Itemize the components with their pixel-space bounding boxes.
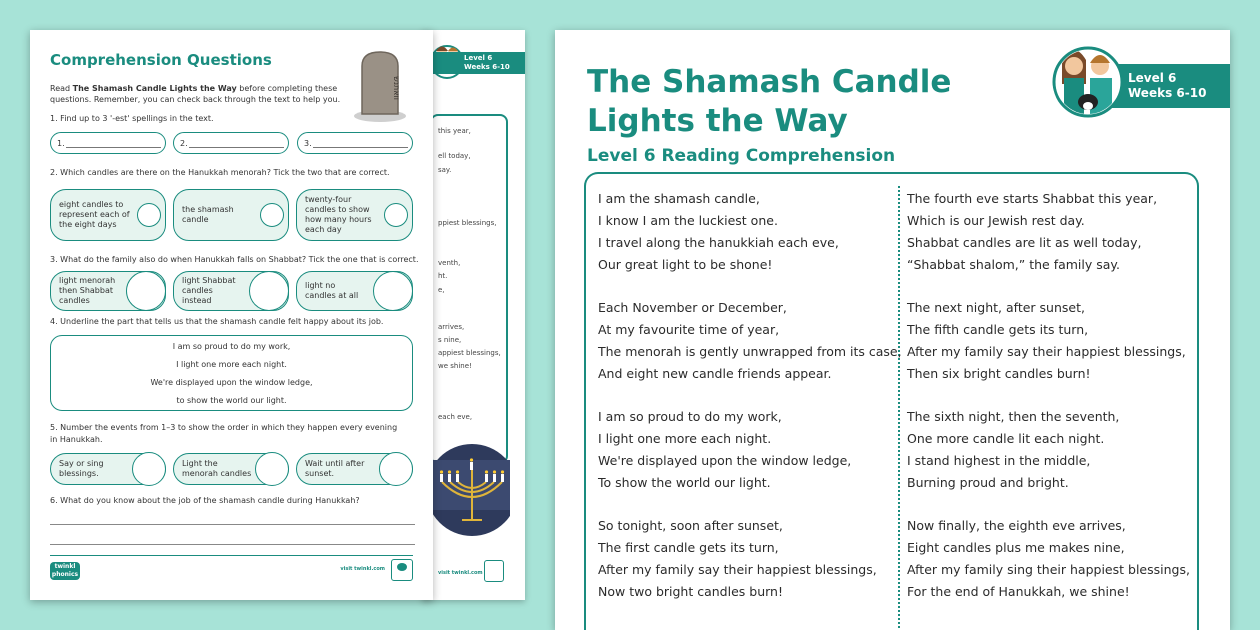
answer-write-line[interactable]	[50, 524, 415, 525]
poem-line: Our great light to be shone!	[598, 257, 773, 272]
page-title	[587, 63, 987, 141]
poem-line: The first candle gets its turn,	[598, 540, 779, 555]
question-5-line2: in Hanukkah.	[50, 435, 103, 444]
poem-line[interactable]: We're displayed upon the window ledge,	[150, 378, 313, 387]
poem-line: So tonight, soon after sunset,	[598, 518, 783, 533]
poem-fragment: ht.	[438, 272, 448, 280]
question-2: 2. Which candles are there on the Hanukkah menorah? Tick the two that are correct.	[50, 168, 390, 177]
reading-comprehension-page	[555, 30, 1230, 630]
q3-option-1[interactable]	[50, 271, 166, 311]
phonics-logo-icon	[391, 559, 413, 581]
left-stanza	[598, 406, 851, 494]
right-stanza	[907, 515, 1190, 603]
footer-visit-link[interactable]: visit twinkl.com	[340, 566, 385, 572]
poem-fragment: say.	[438, 166, 452, 174]
comprehension-worksheet	[30, 30, 433, 600]
right-stanza	[907, 406, 1119, 494]
poem-line: I know I am the luckiest one.	[598, 213, 778, 228]
option-label: twenty-four candles to show how many hours each day	[305, 195, 372, 234]
option-label: Say or sing blessings.	[59, 459, 104, 478]
q3-option-2[interactable]	[173, 271, 289, 311]
poem-line: I am the shamash candle,	[598, 191, 760, 206]
question-3: 3. What do the family also do when Hanukkah falls on Shabbat? Tick the one that is correct.	[50, 255, 419, 264]
q5-option-1[interactable]	[50, 453, 166, 485]
poem-fragment: we shine!	[438, 362, 472, 370]
poem-fragment: e,	[438, 286, 445, 294]
option-label: eight candles to represent each of the eight days	[59, 200, 130, 229]
footer-visit-link[interactable]: visit twinkl.com	[438, 570, 483, 576]
q5-option-2[interactable]	[173, 453, 289, 485]
poem-fragment: each eve,	[438, 413, 473, 421]
poem-fragment: arrives,	[438, 323, 465, 331]
poem-line: The sixth night, then the seventh,	[907, 409, 1120, 424]
stone-tablet-icon	[352, 48, 408, 124]
answer-box-3[interactable]	[297, 132, 413, 154]
poem-line: After my family say their happiest blessings,	[907, 344, 1186, 359]
option-label: light menorah then Shabbat candles	[59, 276, 116, 305]
tick-circle[interactable]	[137, 203, 161, 227]
poem-line: I am so proud to do my work,	[598, 409, 782, 424]
worksheet-footer	[50, 555, 413, 583]
q4-poem-box[interactable]	[50, 335, 413, 411]
poem-line: After my family say their happiest blessings,	[598, 562, 877, 577]
number-circle[interactable]	[379, 452, 413, 486]
tablet-hebrew-text: וואתנש	[392, 76, 401, 100]
question-4: 4. Underline the part that tells us that the shamash candle felt happy about its job.	[50, 317, 384, 326]
poem-line: And eight new candle friends appear.	[598, 366, 832, 381]
poem-line: For the end of Hanukkah, we shine!	[907, 584, 1130, 599]
number-circle[interactable]	[255, 452, 289, 486]
level-badge-mini	[432, 52, 525, 74]
poem-line: Each November or December,	[598, 300, 787, 315]
poem-line: Now two bright candles burn!	[598, 584, 783, 599]
left-stanza	[598, 297, 902, 385]
q2-option-3[interactable]	[296, 189, 413, 241]
intro-title-bold: The Shamash Candle Lights the Way	[72, 84, 237, 93]
left-stanza	[598, 515, 877, 603]
badge-level-text: Level 6	[1128, 71, 1177, 85]
answer-box-number: 2.	[180, 139, 188, 148]
tick-circle[interactable]	[260, 203, 284, 227]
tick-circle[interactable]	[384, 203, 408, 227]
poem-line: Shabbat candles are lit as well today,	[907, 235, 1142, 250]
intro-text	[50, 83, 337, 94]
question-6: 6. What do you know about the job of the shamash candle during Hanukkah?	[50, 496, 360, 505]
option-label: light no candles at all	[305, 281, 359, 300]
poem-fragment: venth,	[438, 259, 461, 267]
poem-line[interactable]: I light one more each night.	[176, 360, 287, 369]
poem-line: The menorah is gently unwrapped from its case,	[598, 344, 902, 359]
poem-line: We're displayed upon the window ledge,	[598, 453, 852, 468]
children-avatar-icon	[1052, 36, 1124, 120]
poem-line: “Shabbat shalom,” the family say.	[907, 257, 1121, 272]
poem-line: The fourth eve starts Shabbat this year,	[907, 191, 1158, 206]
badge-level-text: Level 6	[464, 54, 493, 62]
poem-line[interactable]: I am so proud to do my work,	[172, 342, 291, 351]
poem-line: Burning proud and bright.	[907, 475, 1069, 490]
left-stanza	[598, 188, 839, 276]
poem-line: The fifth candle gets its turn,	[907, 322, 1089, 337]
poem-line: Eight candles plus me makes nine,	[907, 540, 1125, 555]
badge-weeks-text: Weeks 6-10	[464, 63, 510, 71]
tick-circle[interactable]	[249, 271, 289, 311]
poem-fragment: ell today,	[438, 152, 471, 160]
answer-write-line[interactable]	[50, 544, 415, 545]
back-worksheet-page	[422, 30, 525, 600]
poem-line: At my favourite time of year,	[598, 322, 780, 337]
poem-fragment: s nine,	[438, 336, 462, 344]
column-divider	[898, 186, 900, 630]
poem-line: One more candle lit each night.	[907, 431, 1105, 446]
poem-line: After my family sing their happiest blessings,	[907, 562, 1190, 577]
page-subtitle: Level 6 Reading Comprehension	[587, 146, 896, 166]
option-label: Wait until after sunset.	[305, 459, 365, 478]
option-label: Light the menorah candles	[182, 459, 252, 478]
poem-line: Then six bright candles burn!	[907, 366, 1091, 381]
option-label: the shamash candle	[182, 205, 234, 224]
number-circle[interactable]	[132, 452, 166, 486]
twinkl-phonics-logo: twinkl phonics	[51, 563, 79, 578]
q2-option-1[interactable]	[50, 189, 166, 241]
intro-prefix: Read	[50, 84, 73, 93]
intro-text-line2: questions. Remember, you can check back through the text to help you.	[50, 95, 341, 104]
poem-line: Which is our Jewish rest day.	[907, 213, 1085, 228]
poem-line: I stand highest in the middle,	[907, 453, 1091, 468]
q3-option-3[interactable]	[296, 271, 413, 311]
title-line-1: The Shamash Candle	[587, 64, 952, 100]
worksheet-title: Comprehension Questions	[50, 51, 272, 69]
poem-line: I light one more each night.	[598, 431, 772, 446]
poem-fragment: appiest blessings,	[438, 349, 501, 357]
poem-line: The next night, after sunset,	[907, 300, 1085, 315]
q2-option-2[interactable]	[173, 189, 289, 241]
answer-box-number: 1.	[57, 139, 65, 148]
answer-box-2[interactable]	[173, 132, 289, 154]
tick-circle[interactable]	[373, 271, 413, 311]
poem-fragment: this year,	[438, 127, 471, 135]
poem-line: Now finally, the eighth eve arrives,	[907, 518, 1126, 533]
phonics-logo-icon	[484, 560, 504, 582]
menorah-illustration	[428, 440, 510, 540]
tick-circle[interactable]	[126, 271, 166, 311]
option-label: light Shabbat candles instead	[182, 276, 236, 305]
poem-line: To show the world our light.	[598, 475, 771, 490]
poem-fragment: ppiest blessings,	[438, 219, 497, 227]
right-stanza	[907, 297, 1186, 385]
question-1: 1. Find up to 3 '-est' spellings in the text.	[50, 114, 214, 123]
answer-box-1[interactable]	[50, 132, 166, 154]
poem-line: I travel along the hanukkiah each eve,	[598, 235, 839, 250]
badge-weeks-text: Weeks 6-10	[1128, 86, 1207, 100]
answer-box-number: 3.	[304, 139, 312, 148]
right-stanza	[907, 188, 1157, 276]
poem-box	[584, 172, 1199, 630]
q5-option-3[interactable]	[296, 453, 413, 485]
intro-suffix: before completing these	[236, 84, 338, 93]
question-5: 5. Number the events from 1–3 to show the order in which they happen every evening	[50, 423, 398, 432]
title-line-2: Lights the Way	[587, 103, 848, 139]
poem-line[interactable]: to show the world our light.	[176, 396, 287, 405]
